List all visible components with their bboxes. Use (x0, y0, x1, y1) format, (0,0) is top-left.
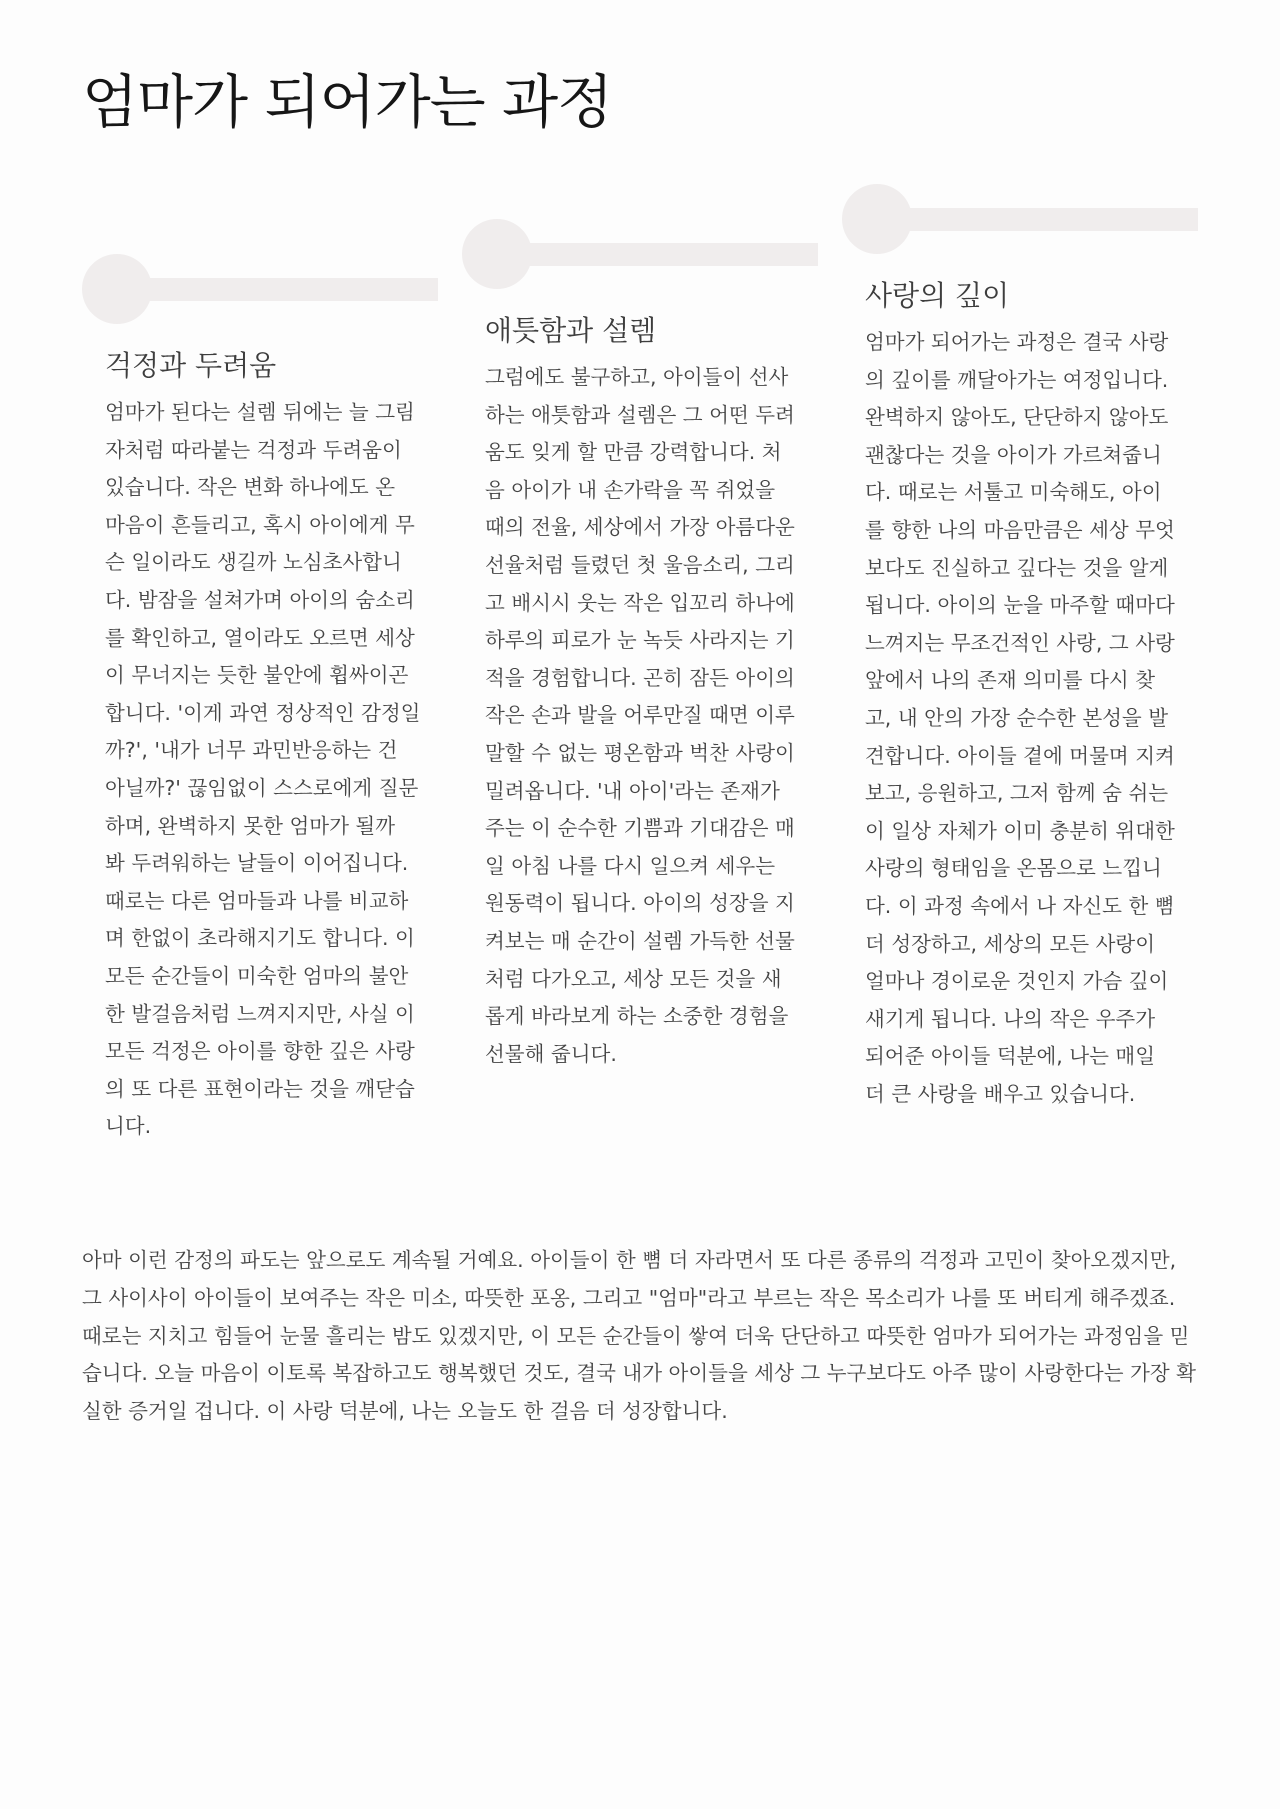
section-affection-and-excitement (485, 309, 801, 1073)
section-worry-and-fear (105, 344, 421, 1146)
page-title: 엄마가 되어가는 과정 (82, 68, 613, 136)
section-heading: 걱정과 두려움 (105, 349, 277, 382)
timeline-marker-3 (842, 184, 1198, 254)
section-body: 엄마가 되어가는 과정은 결국 사랑의 깊이를 깨달아가는 여정입니다. 완벽하지 않아도, 단단하지 않아도 괜찮다는 것을 아이가 가르쳐줍니다. 때로는 서툴고 미숙해도, 아이를 향한 나의 마음만큼은 세상 무엇보다도 진실하고 깊다는 것을 알게 됩니다. 아이의 눈을 마주할 때마다 느껴지는 무조건적인 사랑, 그 사랑 앞에서 나의 존재 의미를 다시 찾고, 내 안의 가장 순수한 본성을 발견합니다. 아이들 곁에 머물며 지켜보고, 응원하고, 그저 함께 숨 쉬는 이 일상 자체가 이미 충분히 위대한 사랑의 형태임을 온몸으로 느낍니다. 이 과정 속에서 나 자신도 한 뼘 더 성장하고, 세상의 모든 사랑이 얼마나 경이로운 것인지 가슴 깊이 새기게 됩니다. 나의 작은 우주가 되어준 아이들 덕분에, 나는 매일 더 큰 사랑을 배우고 있습니다. (865, 330, 1175, 1106)
marker-bar (117, 278, 438, 301)
marker-bar (497, 243, 818, 266)
section-heading: 사랑의 깊이 (865, 279, 1010, 312)
timeline-marker-1 (82, 254, 438, 324)
closing-paragraph: 아마 이런 감정의 파도는 앞으로도 계속될 거예요. 아이들이 한 뼘 더 자라면서 또 다른 종류의 걱정과 고민이 찾아오겠지만, 그 사이사이 아이들이 보여주는 작은 미소, 따뜻한 포옹, 그리고 "엄마"라고 부르는 작은 목소리가 나를 또 버티게 해주겠죠. 때로는 지치고 힘들어 눈물 흘리는 밤도 있겠지만, 이 모든 순간들이 쌓여 더욱 단단하고 따뜻한 엄마가 되어가는 과정임을 믿습니다. 오늘 마음이 이토록 복잡하고도 행복했던 것도, 결국 내가 아이들을 세상 그 누구보다도 아주 많이 사랑한다는 가장 확실한 증거일 겁니다. 이 사랑 덕분에, 나는 오늘도 한 걸음 더 성장합니다. (82, 1248, 1196, 1424)
timeline-marker-2 (462, 219, 818, 289)
section-body: 엄마가 된다는 설렘 뒤에는 늘 그림자처럼 따라붙는 걱정과 두려움이 있습니다. 작은 변화 하나에도 온 마음이 흔들리고, 혹시 아이에게 무슨 일이라도 생길까 노심초사합니다. 밤잠을 설쳐가며 아이의 숨소리를 확인하고, 열이라도 오르면 세상이 무너지는 듯한 불안에 휩싸이곤 합니다. '이게 과연 정상적인 감정일까?', '내가 너무 과민반응하는 건 아닐까?' 끊임없이 스스로에게 질문하며, 완벽하지 못한 엄마가 될까 봐 두려워하는 날들이 이어집니다. 때로는 다른 엄마들과 나를 비교하며 한없이 초라해지기도 합니다. 이 모든 순간들이 미숙한 엄마의 불안한 발걸음처럼 느껴지지만, 사실 이 모든 걱정은 아이를 향한 깊은 사랑의 또 다른 표현이라는 것을 깨닫습니다. (105, 400, 421, 1139)
marker-bar (877, 208, 1198, 231)
section-body: 그럼에도 불구하고, 아이들이 선사하는 애틋함과 설렘은 그 어떤 두려움도 잊게 할 만큼 강력합니다. 처음 아이가 내 손가락을 꼭 쥐었을 때의 전율, 세상에서 가장 아름다운 선율처럼 들렸던 첫 울음소리, 그리고 배시시 웃는 작은 입꼬리 하나에 하루의 피로가 눈 녹듯 사라지는 기적을 경험합니다. 곤히 잠든 아이의 작은 손과 발을 어루만질 때면 이루 말할 수 없는 평온함과 벅찬 사랑이 밀려옵니다. '내 아이'라는 존재가 주는 이 순수한 기쁨과 기대감은 매일 아침 나를 다시 일으켜 세우는 원동력이 됩니다. 아이의 성장을 지켜보는 매 순간이 설렘 가득한 선물처럼 다가오고, 세상 모든 것을 새롭게 바라보게 하는 소중한 경험을 선물해 줍니다. (485, 365, 795, 1066)
section-heading: 애틋함과 설렘 (485, 314, 657, 347)
section-depth-of-love (865, 274, 1181, 1113)
